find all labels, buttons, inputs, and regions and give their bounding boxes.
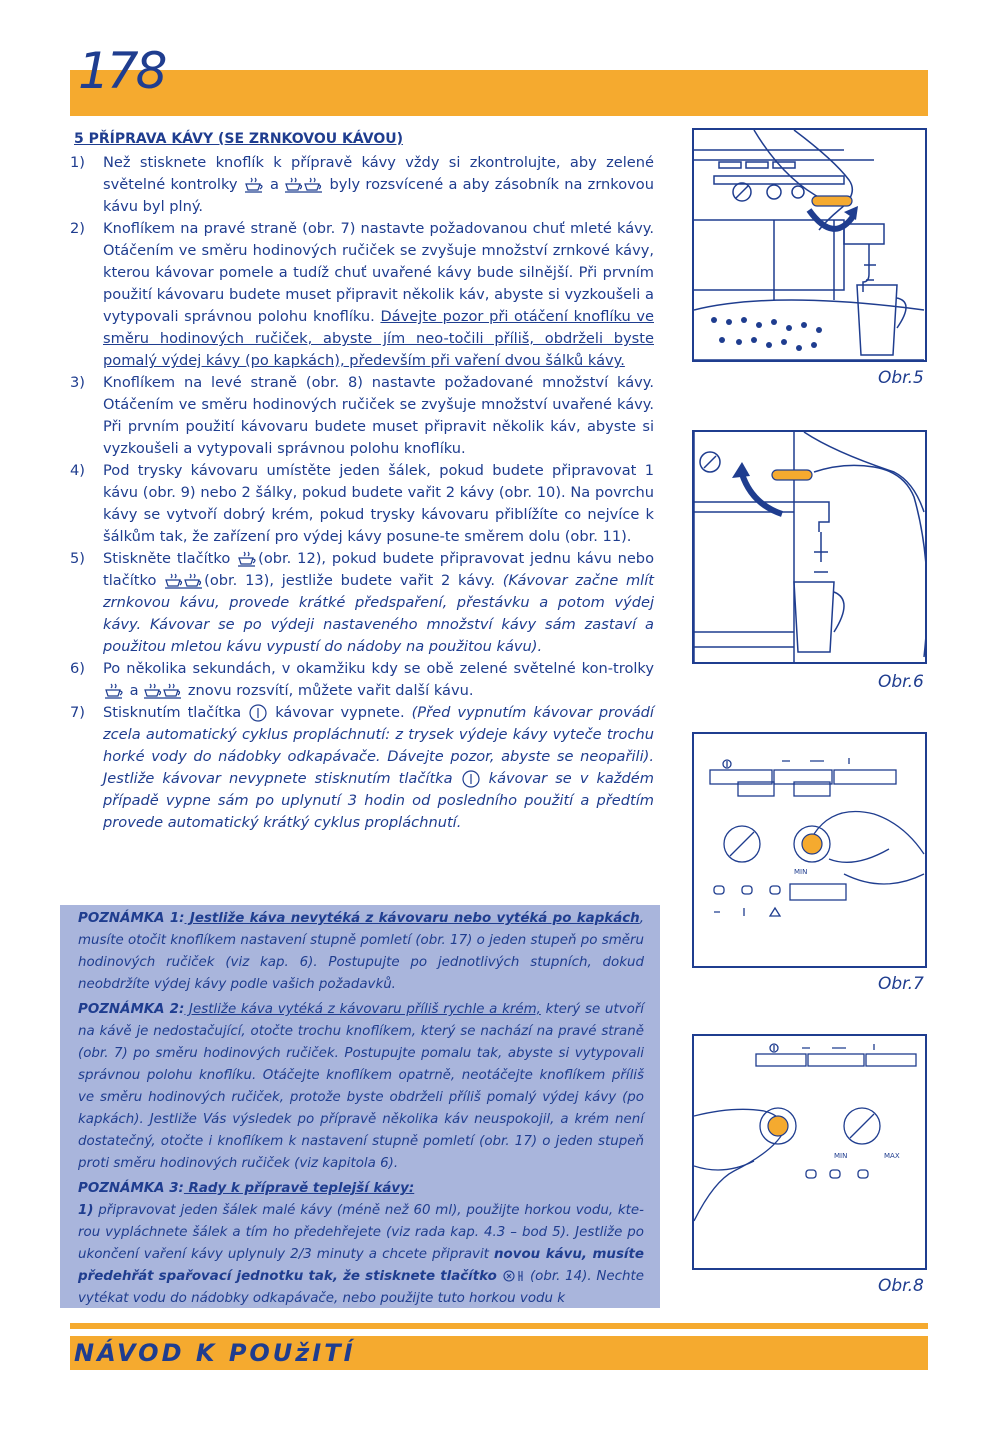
figure-6-caption: Obr.6 <box>878 672 924 692</box>
figure-6 <box>692 430 927 664</box>
control-panel-illustration <box>694 1036 927 1270</box>
figure-8 <box>692 1034 927 1270</box>
panel-max-label: MAX <box>884 1152 900 1160</box>
two-cups-icon <box>164 572 204 590</box>
step-6: 6) Po několika sekundách, v okamžiku kdy se obě zelené světelné kon-trolky a znovu rozsvítí, můžete vařit další kávu. <box>70 660 654 699</box>
section-title: 5 PŘÍPRAVA KÁVY (SE ZRNKOVOU KÁVOU) <box>74 131 403 147</box>
figure-7 <box>692 732 927 968</box>
power-icon <box>248 703 268 723</box>
figure-5 <box>692 128 927 362</box>
steam-icon <box>502 1268 530 1284</box>
power-icon <box>461 769 481 789</box>
step-5: 5) Stiskněte tlačítko (obr. 12), pokud budete připravovat jednu kávu nebo tlačítko (obr. 13), jestliže budete vařit 2 kávy. (Kávovar začne mlít zrnkovou kávu, provede krátké předspaření, přestávku a potom výdej kávy. Kávovar se po výdeji nastaveného množství kávy sám zastaví a použitou mletou kávu vypustí do nádoby na použitou kávu). <box>70 550 654 655</box>
step-4: 4) Pod trysky kávovaru umístěte jeden šálek, pokud budete připravovat 1 kávu (obr. 9) nebo 2 šálky, pokud budete vařit 2 kávy (obr. 10). Na povrchu kávy se vytvoří dobrý krém, pokud trysky kávovaru přiblížíte co nejvíce k šálkům tak, že zařízení pro výdej kávy posune-te směrem dolu (obr. 11). <box>70 462 654 545</box>
one-cup-icon <box>103 682 125 700</box>
note-3: POZNÁMKA 3: Rady k přípravě teplejší kávy: 1) připravovat jeden šálek malé kávy (méně než 60 ml), použijte horkou vodu, kte-rou vypláchnete šálek a tím ho předehřejete (viz rada kap. 4.3 – bod 5). Jestliže po ukončení vaření kávy uplynuly 2/3 minuty a chcete připravit novou kávu, musíte předehřát spařovací jednotku tak, že stisknete tlačítko (obr. 14). Nechte vytékat vodu do nádobky odkapávače, nebo použijte tuto horkou vodu k <box>78 1181 644 1306</box>
control-panel-illustration <box>694 734 927 968</box>
coffee-machine-illustration <box>694 130 927 362</box>
note-1: POZNÁMKA 1: Jestliže káva nevytéká z kávovaru nebo vytéká po kapkách, musíte otočit knoflíkem nastavení stupně pomletí (obr. 17) o jeden stupeň po směru hodinových ručiček (viz kap. 6). Postupujte po jednotlivých stupních, dokud neobdržíte výdej kávy podle vašich požadavků. <box>78 911 644 992</box>
header-bar <box>70 70 928 116</box>
two-cups-icon <box>143 682 183 700</box>
figure-7-caption: Obr.7 <box>878 974 924 994</box>
step-1: 1) Než stisknete knoflík k přípravě kávy vždy si zkontrolujte, aby zelené světelné kontrolky a byly rozsvícené a aby zásobník na zrnkovou kávu byl plný. <box>70 154 654 215</box>
one-cup-icon <box>243 176 265 194</box>
coffee-machine-illustration <box>694 432 927 664</box>
panel-min-label: MIN <box>834 1152 848 1160</box>
figure-5-caption: Obr.5 <box>878 368 924 388</box>
one-cup-icon <box>236 550 258 568</box>
figure-8-caption: Obr.8 <box>878 1276 924 1296</box>
footer-line <box>70 1323 928 1329</box>
footer-title: NÁVOD K POUžITÍ <box>74 1339 356 1367</box>
main-content <box>70 128 654 834</box>
step-7: 7) Stisknutím tlačítka kávovar vypnete. (Před vypnutím kávovar provádí zcela automatický cyklus propláchnutí: z trysek výdeje kávy vyteče trochu horké vody do nádobky odkapávače. Dávejte pozor, abyste se neopařili). Jestliže kávovar nevypnete stisknutím tlačítka kávovar se v každém případě vypne sám po uplynutí 3 hodin od posledního použití a předtím provede automatický krátký cyklus propláchnutí. <box>70 704 654 831</box>
notes-box <box>60 905 660 1308</box>
page-number: 178 <box>78 42 165 100</box>
two-cups-icon <box>284 176 324 194</box>
note-2: POZNÁMKA 2: Jestliže káva vytéká z kávovaru příliš rychle a krém, který se utvoří na kávě je nedostačující, otočte trochu knoflíkem, který se nachází na pravé straně (obr. 7) po směru hodinových ručiček. Postupujte pomalu tak, abyste si vytypovali správnou polohu knoflíku. Otáčejte knoflíkem opatrně, neotáčejte knoflíkem příliš ve směru hodinových ručiček, protože byste obdrželi příliš pomalý výdej kávy (po kapkách). Jestliže Vás výsledek po přípravě několika káv neuspokojil, a krém není dostatečný, otočte i knoflíkem k nastavení stupně pomletí (obr. 17) o jeden stupeň proti směru hodinových ručiček (viz kapitola 6). <box>78 1002 644 1171</box>
panel-min-label: MIN <box>794 868 808 876</box>
step-2: 2) Knoflíkem na pravé straně (obr. 7) nastavte požadovanou chuť mleté kávy. Otáčením ve směru hodinových ručiček se zvyšuje množství zrnkové kávy, kterou kávovar pomele a tudíž chuť uvařené kávy bude silnější. Při prvním použití kávovaru budete muset připravit několik káv, abyste si vyzkoušeli a vytypovali správnou polohu knoflíku. Dávejte pozor při otáčení knoflíku ve směru hodinových ručiček, abyste jím neo-točili příliš, obdrželi byste pomalý výdej kávy (po kapkách), především při vaření dvou šálků kávy. <box>70 220 654 369</box>
step-3: 3) Knoflíkem na levé straně (obr. 8) nastavte požadované množství kávy. Otáčením ve směru hodinových ručiček se zvyšuje množství uvařené kávy. Při prvním použití kávovaru budete muset připravit několik káv, abyste si vyzkoušeli a vytypovali správnou polohu knoflíku. <box>70 374 654 457</box>
